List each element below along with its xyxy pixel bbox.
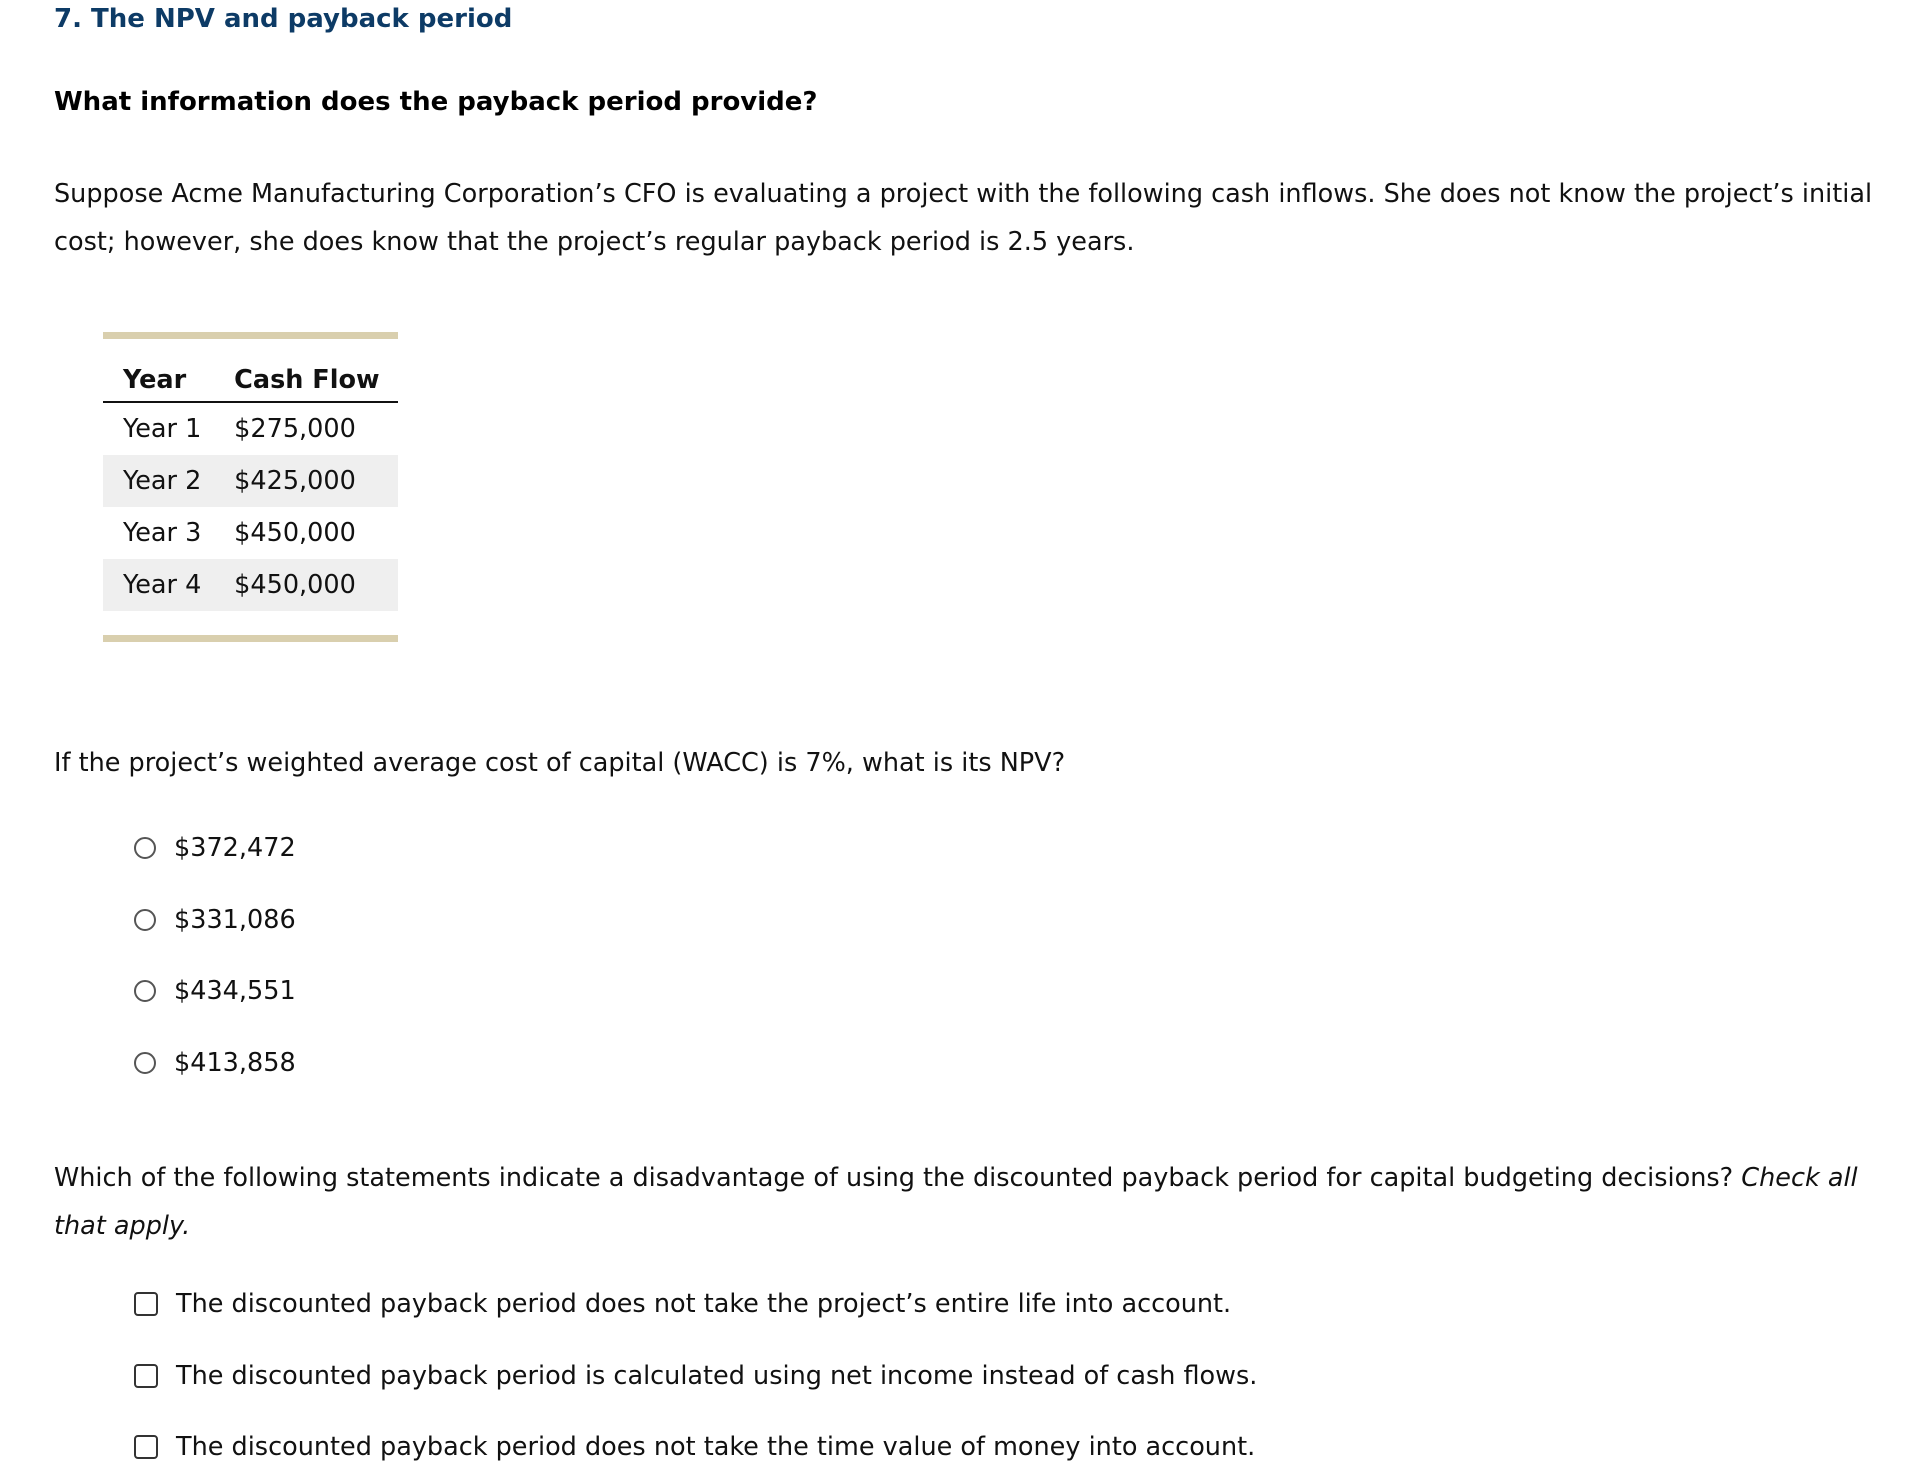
header-cash-flow: Cash Flow: [212, 339, 398, 402]
cash-flow-table-container: [103, 332, 398, 642]
cell-year: Year 2: [103, 455, 212, 507]
option-label: $372,472: [174, 833, 296, 863]
table-row: [103, 455, 398, 507]
checkbox[interactable]: [134, 1435, 158, 1459]
checkbox[interactable]: [134, 1292, 158, 1316]
option-label: $434,551: [174, 976, 296, 1006]
statement-option-1[interactable]: [134, 1289, 1231, 1319]
radio-button[interactable]: [134, 837, 156, 859]
cell-year: Year 4: [103, 559, 212, 611]
question-text: Which of the following statements indicate a disadvantage of using the discounted payback period for capital budgeting decisions?: [54, 1163, 1734, 1193]
statement-option-2[interactable]: [134, 1361, 1257, 1391]
npv-option-2[interactable]: [134, 905, 296, 935]
cell-year: Year 3: [123, 518, 202, 548]
cell-cash-flow: $275,000: [234, 414, 356, 444]
problem-description: Suppose Acme Manufacturing Corporation’s CFO is evaluating a project with the following cash inflows. She does not know the project’s initial cost; however, she does know that the project’s regular payback period is 2.5 years.: [54, 179, 1873, 257]
npv-option-1[interactable]: [134, 833, 296, 863]
cell-cash-flow: $450,000: [212, 559, 398, 611]
header-year: Year: [103, 339, 212, 402]
question-instruction: Check all that apply.: [54, 1163, 1858, 1241]
cell-cash-flow: $425,000: [212, 455, 398, 507]
option-label: The discounted payback period does not take the project’s entire life into account.: [176, 1289, 1232, 1319]
radio-button[interactable]: [134, 980, 156, 1002]
table-header-row: [103, 339, 398, 402]
table-bottom-rule: [103, 635, 398, 642]
npv-option-3[interactable]: [134, 976, 296, 1006]
table-row: [103, 507, 398, 559]
radio-button[interactable]: [134, 1052, 156, 1074]
table-row: [103, 559, 398, 611]
cash-flow-table: [103, 339, 398, 611]
question-subheading: What information does the payback period provide?: [54, 87, 818, 117]
option-label: $413,858: [174, 1048, 296, 1078]
table-row: [103, 402, 398, 455]
option-label: The discounted payback period is calculated using net income instead of cash flows.: [176, 1361, 1258, 1391]
cell-cash-flow: $450,000: [234, 518, 356, 548]
disadvantage-question: [54, 1154, 1874, 1250]
checkbox[interactable]: [134, 1364, 158, 1388]
section-title: 7. The NPV and payback period: [54, 4, 513, 34]
cell-year: Year 1: [123, 414, 202, 444]
option-label: $331,086: [174, 905, 296, 935]
radio-button[interactable]: [134, 909, 156, 931]
npv-question: If the project’s weighted average cost of capital (WACC) is 7%, what is its NPV?: [54, 748, 1066, 778]
table-top-rule: [103, 332, 398, 339]
option-label: The discounted payback period does not take the time value of money into account.: [176, 1432, 1256, 1462]
npv-option-4[interactable]: [134, 1048, 296, 1078]
